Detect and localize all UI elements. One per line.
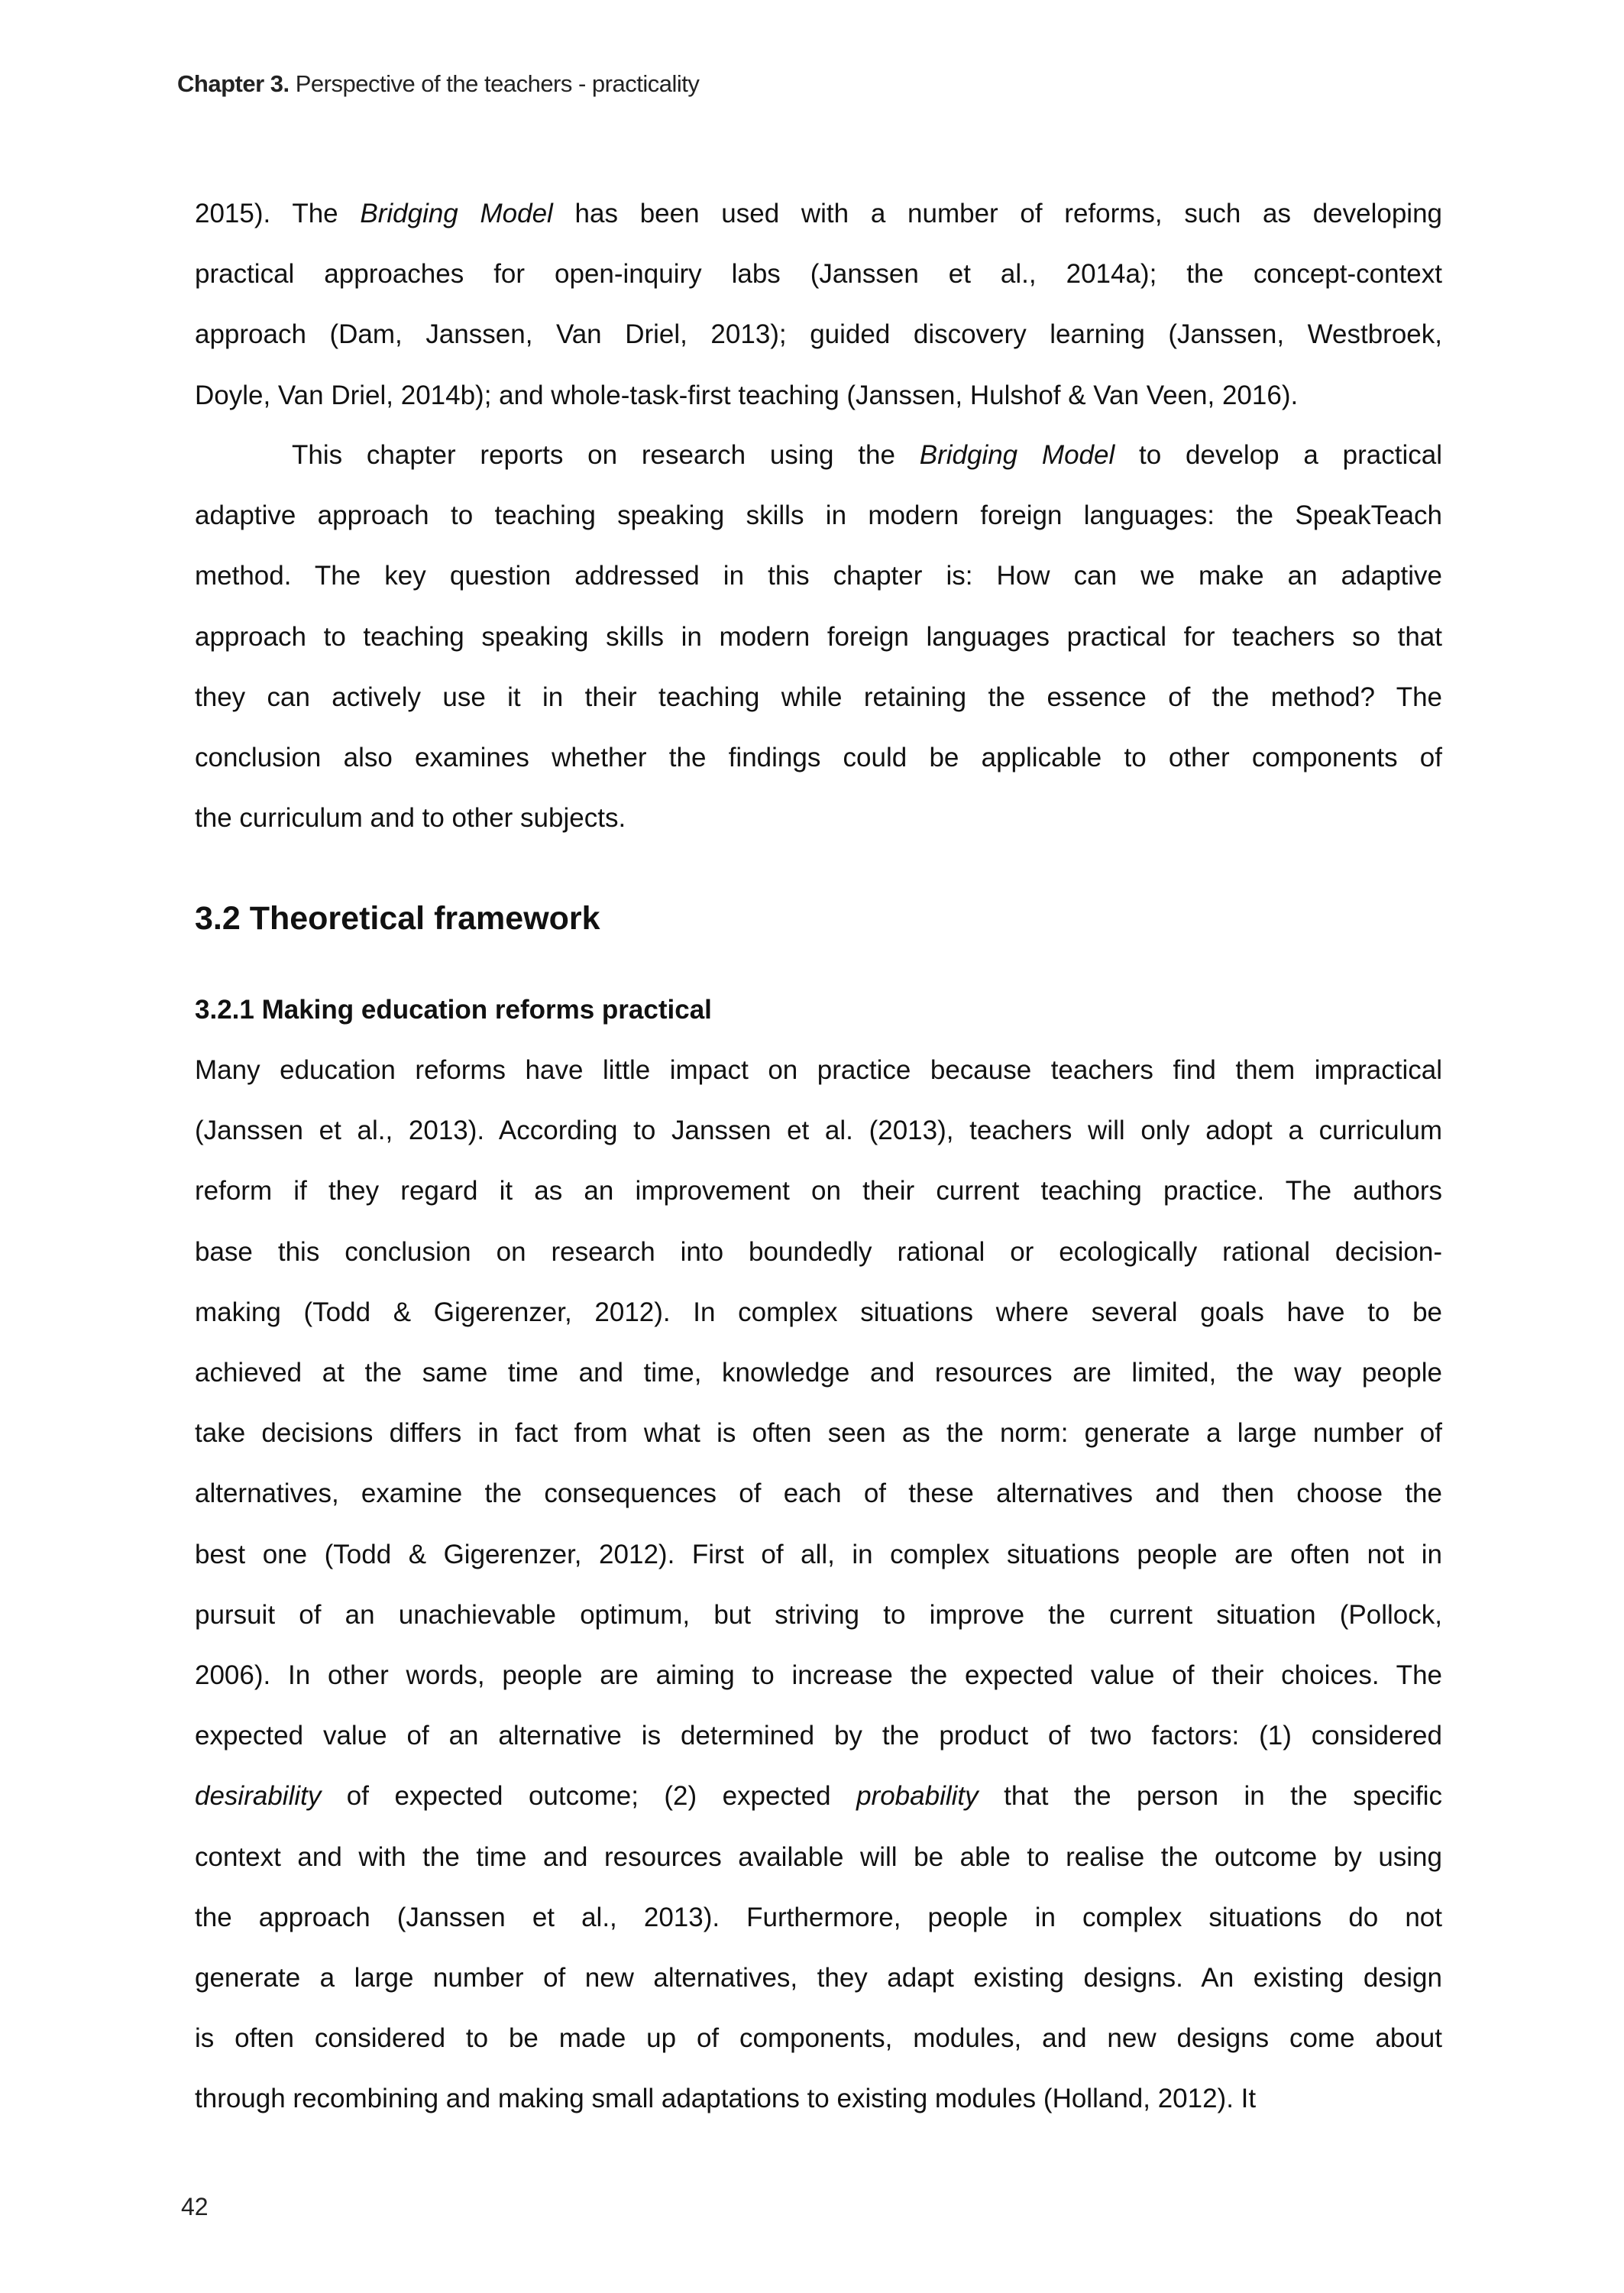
text-run: reform if they regard it as an improvement on their current teaching practice. The authors [195, 1176, 1442, 1206]
paragraph-1-line [195, 312, 1442, 358]
text-run: the approach (Janssen et al., 2013). Furthermore, people in complex situations do not [195, 1902, 1442, 1932]
text-run: of expected outcome; (2) expected [321, 1781, 857, 1812]
paragraph-3-line [195, 1350, 1442, 1396]
paragraph-3-line [195, 1532, 1442, 1578]
paragraph-3-line [195, 1713, 1442, 1759]
text-run: conclusion also examines whether the findings could be applicable to other components of [195, 743, 1442, 772]
paragraph-1-line [195, 373, 1442, 419]
paragraph-3-line [195, 2076, 1442, 2122]
text-run: achieved at the same time and time, knowledge and resources are limited, the way people [195, 1358, 1442, 1388]
paragraph-3-line [195, 1048, 1442, 1093]
text-run: take decisions differs in fact from what is often seen as the norm: generate a large number of [195, 1418, 1442, 1449]
paragraph-2-line [195, 675, 1442, 721]
text-run: adaptive approach to teaching speaking skills in modern foreign languages: the SpeakTeach [195, 500, 1442, 531]
text-run: alternatives, examine the consequences of each of these alternatives and then choose the [195, 1478, 1442, 1509]
text-run: through recombining and making small adaptations to existing modules (Holland, 2012). It [195, 2084, 1257, 2114]
paragraph-2-line [195, 614, 1442, 660]
text-run: context and with the time and resources available will be able to realise the outcome by using [195, 1841, 1442, 1872]
text-run: is often considered to be made up of components, modules, and new designs come about [195, 2023, 1442, 2054]
text-run: pursuit of an unachievable optimum, but striving to improve the current situation (Pollock, [195, 1599, 1442, 1630]
paragraph-3-line [195, 1653, 1442, 1699]
paragraph-3-line [195, 1773, 1442, 1819]
paragraph-1-line [195, 251, 1442, 297]
text-run: Doyle, Van Driel, 2014b); and whole-task-first teaching (Janssen, Hulshof & Van Veen, 2016). [195, 380, 1299, 410]
page-number: 42 [181, 2193, 209, 2220]
paragraph-2-line [195, 553, 1442, 599]
text-run: 2015). The [195, 199, 361, 228]
paragraph-2-line [195, 735, 1442, 781]
italic-term: Bridging Model [360, 199, 553, 228]
paragraph-2-line [195, 493, 1442, 539]
paragraph-3-line [195, 1955, 1442, 2001]
text-run: method. The key question addressed in this chapter is: How can we make an adaptive [195, 561, 1442, 591]
text-run: approach (Dam, Janssen, Van Driel, 2013); guided discovery learning (Janssen, Westbroek, [195, 319, 1442, 350]
text-run: This chapter reports on research using the [292, 440, 920, 470]
text-run: (Janssen et al., 2013). According to Janssen et al. (2013), teachers will only adopt a curriculum [195, 1116, 1442, 1146]
text-run: that the person in the specific [978, 1781, 1442, 1812]
paragraph-3-line [195, 1835, 1442, 1880]
text-run: best one (Todd & Gigerenzer, 2012). First of all, in complex situations people are often not in [195, 1539, 1442, 1569]
text-run: 2006). In other words, people are aiming to increase the expected value of their choices. The [195, 1660, 1442, 1690]
paragraph-1-line [195, 191, 1442, 237]
paragraph-2-line [292, 432, 1442, 478]
text-run: has been used with a number of reforms, such as developing [552, 199, 1443, 228]
text-run: expected value of an alternative is determined by the product of two factors: (1) considered [195, 1721, 1442, 1751]
paragraph-2-line [195, 795, 1442, 841]
paragraph-3-line [195, 1290, 1442, 1336]
italic-term: probability [856, 1781, 979, 1812]
paragraph-3-line [195, 1410, 1442, 1456]
paragraph-3-line [195, 1168, 1442, 1214]
paragraph-3-line [195, 1229, 1442, 1275]
paragraph-3-line [195, 1108, 1442, 1154]
paragraph-3-line [195, 1471, 1442, 1517]
section-heading: 3.2 Theoretical framework [195, 900, 600, 937]
text-run: base this conclusion on research into boundedly rational or ecologically rational decision- [195, 1236, 1442, 1267]
italic-term: Bridging Model [919, 440, 1115, 470]
text-run: the curriculum and to other subjects. [195, 803, 626, 834]
paragraph-3-line [195, 2016, 1442, 2061]
chapter-label: Chapter 3. [177, 70, 290, 97]
text-run: approach to teaching speaking skills in modern foreign languages practical for teachers so that [195, 621, 1442, 652]
text-run: making (Todd & Gigerenzer, 2012). In complex situations where several goals have to be [195, 1297, 1442, 1327]
chapter-title: Perspective of the teachers - practicality [295, 70, 700, 97]
text-run: Many education reforms have little impact on practice because teachers find them impractical [195, 1055, 1442, 1085]
text-run: they can actively use it in their teaching while retaining the essence of the method? The [195, 682, 1442, 712]
running-header [177, 70, 699, 98]
text-run: to develop a practical [1114, 440, 1442, 470]
subsection-heading: 3.2.1 Making education reforms practical [195, 995, 712, 1025]
text-run: generate a large number of new alternatives, they adapt existing designs. An existing design [195, 1963, 1442, 1993]
paragraph-3-line [195, 1895, 1442, 1941]
paragraph-3-line [195, 1592, 1442, 1638]
italic-term: desirability [195, 1781, 322, 1812]
text-run: practical approaches for open-inquiry labs (Janssen et al., 2014a); the concept-context [195, 259, 1442, 290]
